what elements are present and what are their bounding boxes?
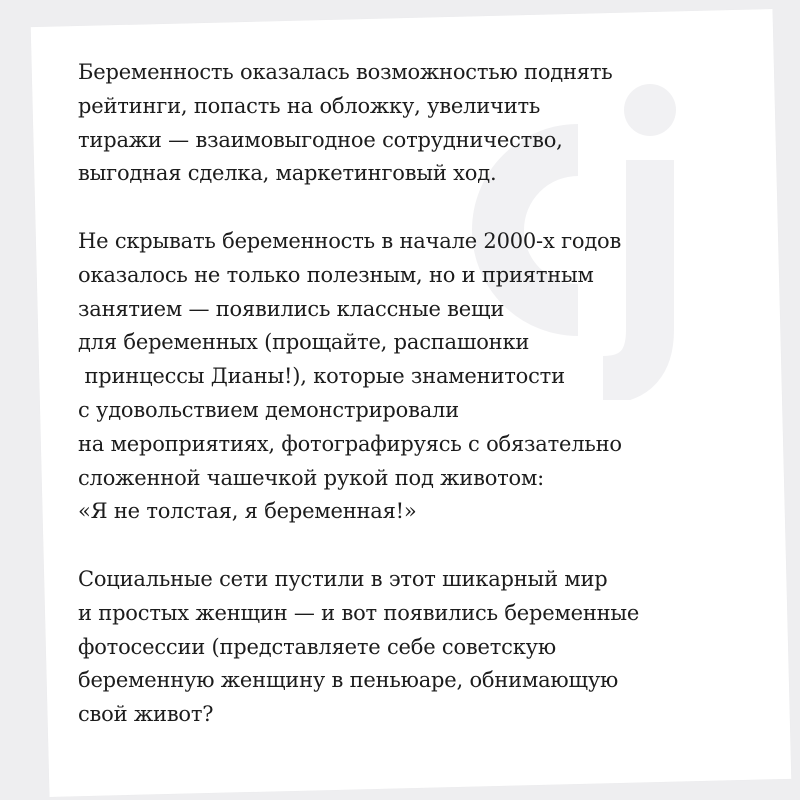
text-line: Беременность оказалась возможностью поднять <box>78 60 613 84</box>
text-line: на мероприятиях, фотографируясь с обязательно <box>78 431 622 456</box>
text-line: выгодная сделка, маркетинговый ход. <box>78 161 497 186</box>
text-line: и простых женщин — и вот появились беременные <box>78 600 640 625</box>
paragraph-gap <box>78 191 758 225</box>
paragraph-1 <box>78 56 758 191</box>
text-line: принцессы Дианы!), которые знаменитости <box>78 364 565 389</box>
text-line: Не скрывать беременность в начале 2000-х годов <box>78 228 622 253</box>
article-text <box>78 56 758 732</box>
paragraph-gap <box>78 529 758 563</box>
text-line: фотосессии (представляете себе советскую <box>78 634 556 659</box>
text-line: свой живот? <box>78 702 214 727</box>
paragraph-2 <box>78 225 758 529</box>
text-line: занятием — появились классные вещи <box>78 296 505 321</box>
text-line: тиражи — взаимовыгодное сотрудничество, <box>78 127 563 152</box>
paragraph-3 <box>78 563 758 732</box>
text-line: Социальные сети пустили в этот шикарный мир <box>78 566 608 591</box>
text-line: для беременных (прощайте, распашонки <box>78 330 530 355</box>
text-line: рейтинги, попасть на обложку, увеличить <box>78 93 541 118</box>
text-line: сложенной чашечкой рукой под животом: <box>78 465 545 490</box>
text-line: беременную женщину в пеньюаре, обнимающую <box>78 668 619 693</box>
text-line: с удовольствием демонстрировали <box>78 397 459 422</box>
text-line: «Я не толстая, я беременная!» <box>78 499 417 524</box>
text-line: оказалось не только полезным, но и приятным <box>78 262 594 287</box>
